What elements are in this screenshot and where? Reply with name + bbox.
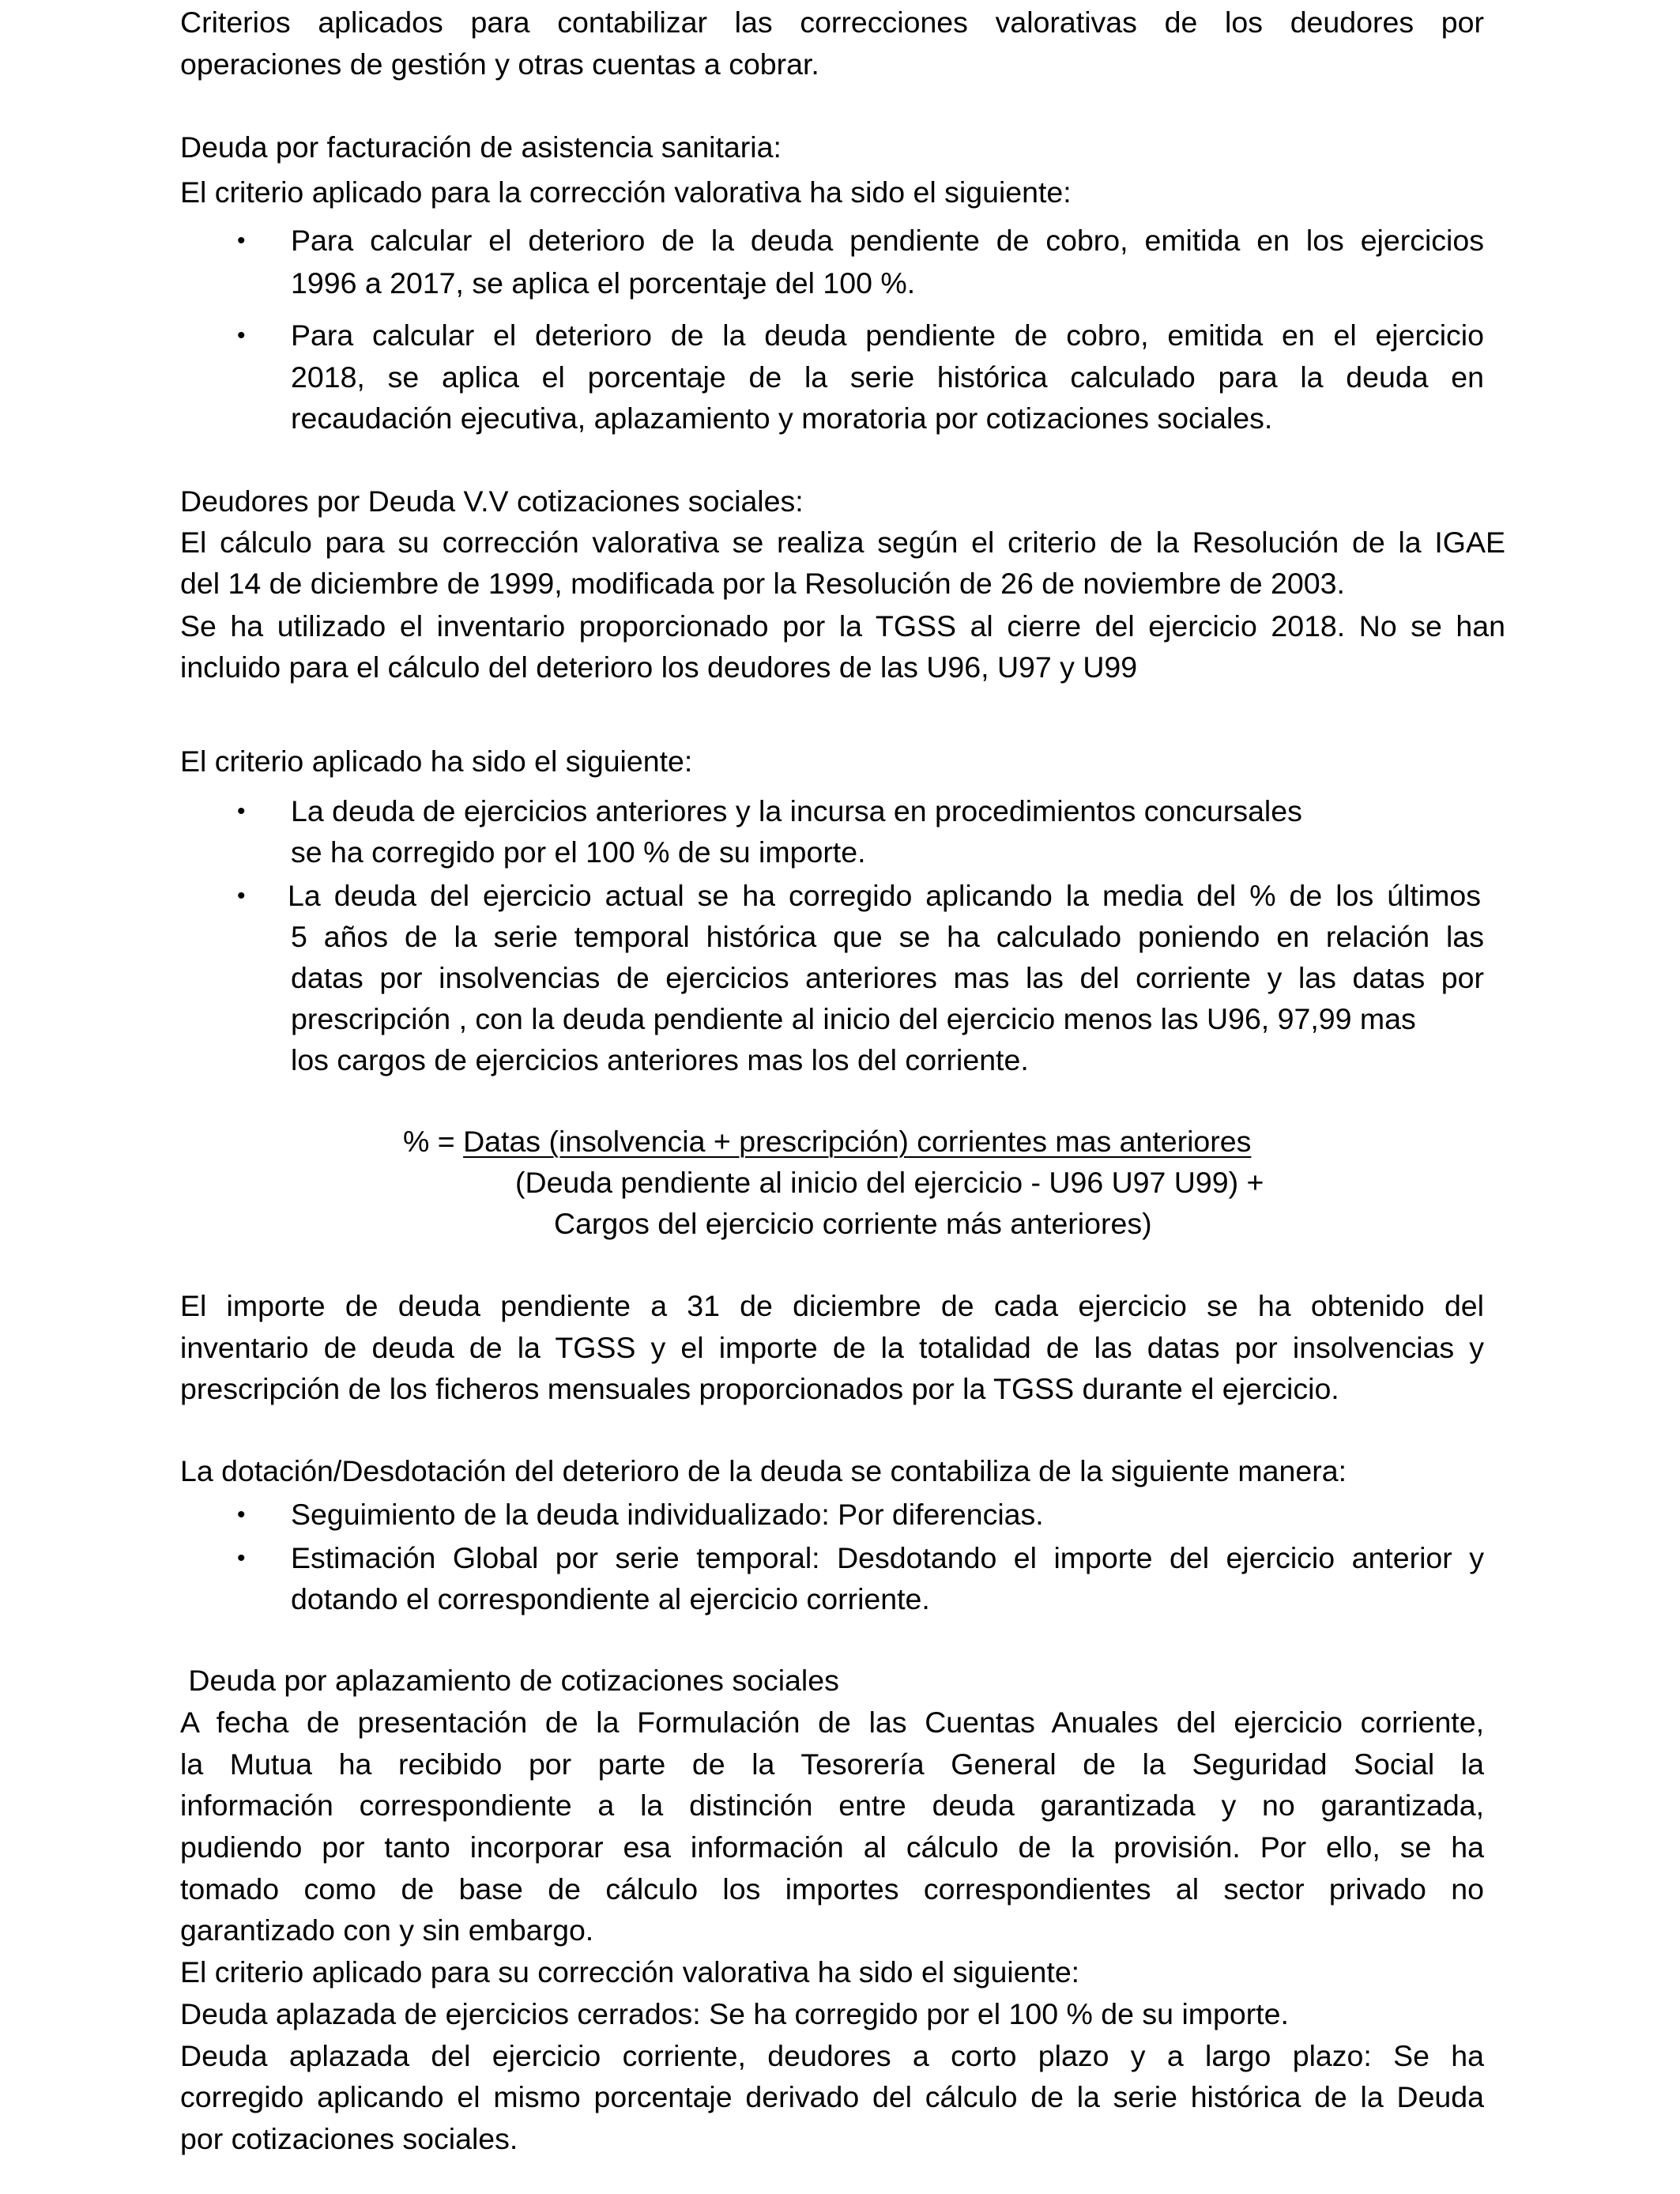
aplazamiento-line1: A fecha de presentación de la Formulación de las Cuentas Anuales del ejercicio corriente, [180,1706,1484,1739]
criterios-heading-line1: Criterios aplicados para contabilizar las correcciones valorativas de los deudores por [180,6,1484,39]
bullet-icon: • [237,798,246,824]
aplazamiento-criterio: El criterio aplicado para su corrección valorativa ha sido el siguiente: [180,1955,1080,1989]
bullet-icon: • [237,883,246,909]
aplazamiento-line5: tomado como de base de cálculo los importes correspondientes al sector privado no [180,1872,1484,1906]
formula-numerator: Datas (insolvencia + prescripción) corrientes mas anteriores [463,1125,1252,1158]
aplazamiento-line6: garantizado con y sin embargo. [180,1913,594,1947]
bullet-icon: • [237,322,246,349]
sanitaria-bullet2-line1: Para calcular el deterioro de la deuda pendiente de cobro, emitida en el ejercicio [291,319,1484,352]
sanitaria-title: Deuda por facturación de asistencia sanitaria: [180,130,782,164]
aplazamiento-paragraph1: Deuda aplazada de ejercicios cerrados: Se ha corregido por el 100 % de su importe. [180,1997,1289,2030]
formula-prefix: % = [403,1125,464,1158]
formula-numerator-line [403,1121,1251,1163]
vv-bullet2-line2: 5 años de la serie temporal histórica que se ha calculado poniendo en relación las [291,920,1484,953]
aplazamiento-line3: información correspondiente a la distinción entre deuda garantizada y no garantizada, [180,1789,1484,1822]
vv-paragraph1-line2: del 14 de diciembre de 1999, modificada por la Resolución de 26 de noviembre de 2003. [180,567,1345,600]
vv-paragraph2-line1: Se ha utilizado el inventario proporcionado por la TGSS al cierre del ejercicio 2018. No se han [180,609,1505,643]
aplazamiento-line2: la Mutua ha recibido por parte de la Tesorería General de la Seguridad Social la [180,1747,1484,1781]
importe-line1: El importe de deuda pendiente a 31 de diciembre de cada ejercicio se ha obtenido del [180,1289,1484,1322]
vv-paragraph1-line1: El cálculo para su corrección valorativa se realiza según el criterio de la Resolución de la IGAE [180,526,1505,559]
dotacion-bullet2-line1: Estimación Global por serie temporal: Desdotando el importe del ejercicio anterior y [291,1541,1484,1574]
vv-bullet2-line1: La deuda del ejercicio actual se ha corregido aplicando la media del % de los últimos [288,879,1481,912]
bullet-icon: • [237,228,246,254]
vv-criterio: El criterio aplicado ha sido el siguiente: [180,745,693,778]
vv-bullet1-line2: se ha corregido por el 100 % de su importe. [291,835,866,869]
sanitaria-bullet1-line2: 1996 a 2017, se aplica el porcentaje del 100 %. [291,266,916,300]
vv-bullet2-line5: los cargos de ejercicios anteriores mas los del corriente. [291,1043,1029,1076]
formula-denominator-line1: (Deuda pendiente al inicio del ejercicio - U96 U97 U99) + [515,1166,1264,1199]
dotacion-bullet2-line2: dotando el correspondiente al ejercicio corriente. [291,1582,930,1615]
sanitaria-bullet2-line3: recaudación ejecutiva, aplazamiento y moratoria por cotizaciones sociales. [291,401,1273,435]
vv-bullet2-line4: prescripción , con la deuda pendiente al inicio del ejercicio menos las U96, 97,99 mas [291,1002,1416,1035]
aplazamiento-paragraph2-line2: corregido aplicando el mismo porcentaje derivado del cálculo de la serie histórica de la Deuda [180,2080,1484,2113]
dotacion-intro: La dotación/Desdotación del deterioro de la deuda se contabiliza de la siguiente manera: [180,1454,1347,1487]
sanitaria-intro: El criterio aplicado para la corrección valorativa ha sido el siguiente: [180,175,1072,209]
aplazamiento-paragraph2-line3: por cotizaciones sociales. [180,2122,518,2155]
bullet-icon: • [237,1502,246,1528]
aplazamiento-line4: pudiendo por tanto incorporar esa información al cálculo de la provisión. Por ello, se ha [180,1830,1484,1864]
importe-line3: prescripción de los ficheros mensuales proporcionados por la TGSS durante el ejercicio. [180,1372,1339,1405]
vv-bullet2-line3: datas por insolvencias de ejercicios anteriores mas las del corriente y las datas por [291,961,1484,994]
dotacion-bullet1: Seguimiento de la deuda individualizado: Por diferencias. [291,1498,1044,1531]
vv-title: Deudores por Deuda V.V cotizaciones sociales: [180,484,804,518]
aplazamiento-paragraph2-line1: Deuda aplazada del ejercicio corriente, deudores a corto plazo y a largo plazo: Se ha [180,2039,1484,2072]
formula-denominator-line2: Cargos del ejercicio corriente más anteriores) [554,1207,1152,1240]
vv-paragraph2-line2: incluido para el cálculo del deterioro los deudores de las U96, U97 y U99 [180,650,1138,684]
aplazamiento-title: Deuda por aplazamiento de cotizaciones sociales [180,1664,839,1697]
vv-bullet1-line1: La deuda de ejercicios anteriores y la incursa en procedimientos concursales [291,794,1302,827]
sanitaria-bullet2-line2: 2018, se aplica el porcentaje de la serie histórica calculado para la deuda en [291,360,1484,394]
bullet-icon: • [237,1545,246,1571]
sanitaria-bullet1-line1: Para calcular el deterioro de la deuda pendiente de cobro, emitida en los ejercicios [291,224,1484,257]
criterios-heading-line2: operaciones de gestión y otras cuentas a cobrar. [180,47,819,81]
importe-line2: inventario de deuda de la TGSS y el importe de la totalidad de las datas por insolvencias y [180,1331,1484,1364]
